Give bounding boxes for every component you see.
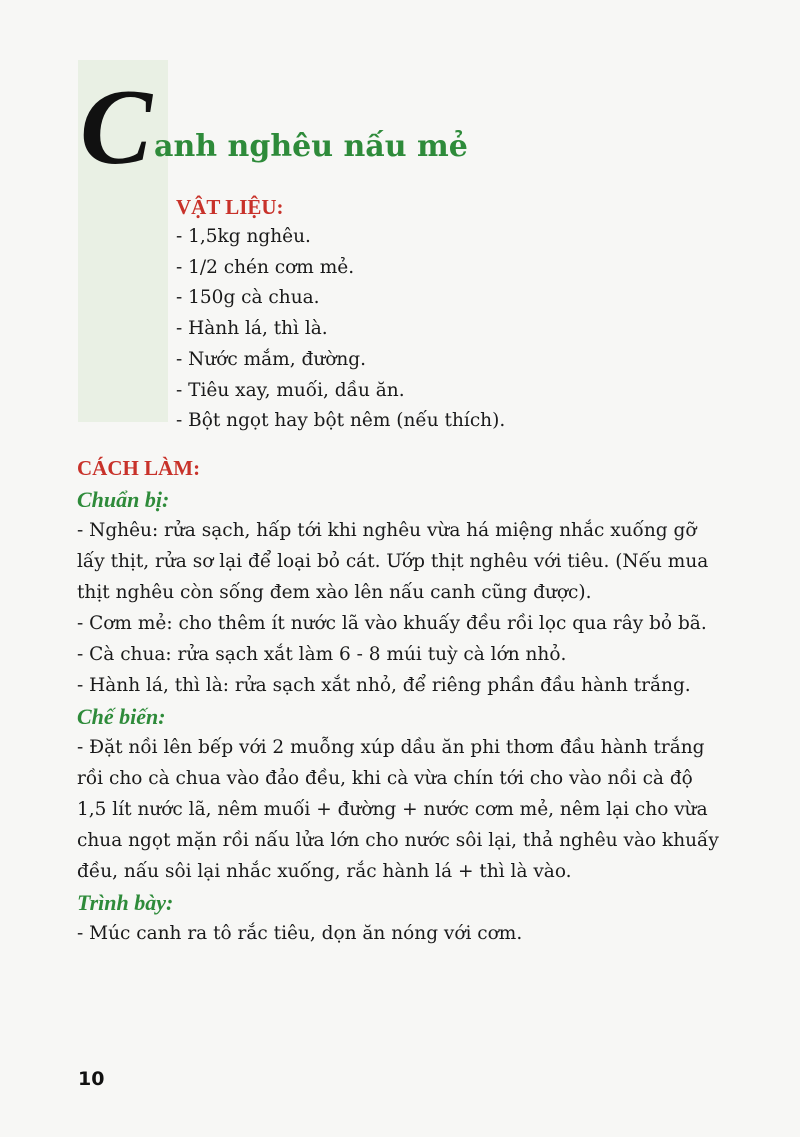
prep-step: - Cà chua: rửa sạch xắt làm 6 - 8 múi tuỳ cà lớn nhỏ. — [77, 644, 567, 665]
ingredient-item: - Nước mắm, đường. — [176, 348, 367, 370]
prep-step: - Nghêu: rửa sạch, hấp tới khi nghêu vừa há miệng nhắc xuống gỡ lấy thịt, rửa sơ lại để loại bỏ cát. Ướp thịt nghêu với tiêu. (Nếu mua thịt nghêu còn sống đem xào lên nấu canh cũng được). — [77, 520, 709, 603]
ingredient-item: - 1,5kg nghêu. — [176, 226, 311, 247]
method-heading: CÁCH LÀM: — [77, 456, 201, 480]
ingredients-list — [176, 222, 505, 437]
cooking-heading: Chế biến: — [77, 704, 166, 729]
serving-step: - Múc canh ra tô rắc tiêu, dọn ăn nóng với cơm. — [77, 923, 523, 944]
title-drop-cap: C — [80, 68, 153, 187]
ingredients-section — [176, 192, 505, 437]
ingredient-item: - 1/2 chén cơm mẻ. — [176, 256, 355, 278]
ingredient-item: - Hành lá, thì là. — [176, 318, 328, 340]
title-text: anh nghêu nấu mẻ — [154, 129, 468, 164]
recipe-title — [80, 68, 468, 187]
ingredient-item: - Tiêu xay, muối, dầu ăn. — [176, 379, 405, 401]
page-number: 10 — [78, 1068, 105, 1090]
ingredients-heading: VẬT LIỆU: — [176, 195, 284, 219]
cooking-step: - Đặt nồi lên bếp với 2 muỗng xúp dầu ăn phi thơm đầu hành trắng rồi cho cà chua vào đảo đều, khi cà vừa chín tới cho vào nồi cà độ 1,5 lít nước lã, nêm muối + đường + nước cơm mẻ, nêm lại cho vừa chua ngọt mặn rồi nấu lửa lớn cho nước sôi lại, thả nghêu vào khuấy đều, nấu sôi lại nhắc xuống, rắc hành lá + thì là vào. — [77, 737, 719, 882]
prep-step: - Hành lá, thì là: rửa sạch xắt nhỏ, để riêng phần đầu hành trắng. — [77, 675, 691, 696]
prep-heading: Chuẩn bị: — [77, 487, 170, 512]
serving-heading: Trình bày: — [77, 890, 174, 915]
method-section — [77, 452, 727, 949]
prep-step: - Cơm mẻ: cho thêm ít nước lã vào khuấy đều rồi lọc qua rây bỏ bã. — [77, 613, 707, 634]
ingredient-item: - 150g cà chua. — [176, 287, 320, 309]
ingredient-item: - Bột ngọt hay bột nêm (nếu thích). — [176, 410, 506, 432]
